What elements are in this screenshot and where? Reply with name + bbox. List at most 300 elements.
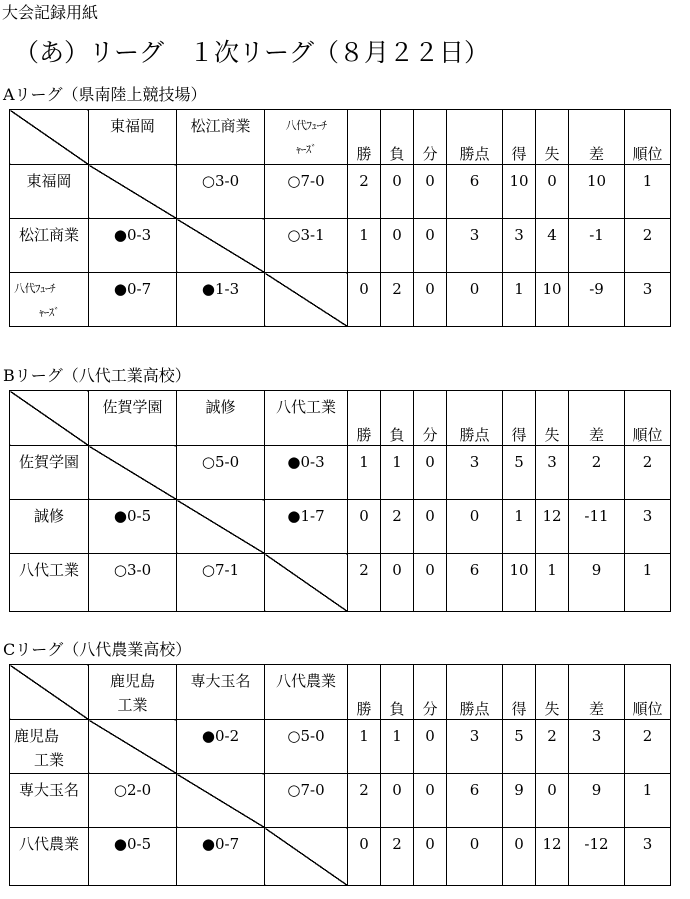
team-name-line2: ｬｰｽﾞ (38, 306, 60, 319)
match-result-cell (177, 720, 265, 774)
match-result-cell (89, 774, 177, 828)
stat-header-label: 順位 (632, 145, 663, 163)
stat-value: 2 (642, 727, 653, 745)
stat-cell (625, 219, 671, 273)
stat-value: -9 (589, 280, 604, 298)
stat-value: 0 (359, 280, 369, 298)
stat-value: 1 (359, 453, 369, 471)
match-result: ○3-0 (113, 561, 152, 579)
match-result: ○5-0 (201, 453, 240, 471)
stat-header-label: 得 (511, 700, 527, 718)
match-result: ●0-3 (113, 226, 152, 244)
stat-value: 0 (425, 507, 435, 525)
stat-header (381, 391, 414, 446)
row-team-label (10, 828, 89, 886)
stat-value: 0 (392, 172, 402, 190)
stat-cell (447, 219, 503, 273)
stat-value: 0 (469, 507, 480, 525)
stat-value: 6 (469, 781, 480, 799)
match-result (177, 219, 264, 223)
match-result (265, 273, 347, 277)
stat-value: 9 (591, 781, 602, 799)
stat-cell (447, 500, 503, 554)
stat-cell (625, 554, 671, 612)
stat-value: 10 (542, 280, 562, 298)
stat-value: 2 (359, 172, 369, 190)
stat-value: 3 (514, 226, 524, 244)
team-row (10, 720, 671, 774)
stat-value: 2 (392, 280, 402, 298)
stat-value: 9 (591, 561, 602, 579)
self-match-diagonal-cell (265, 554, 348, 612)
stat-value: 0 (425, 280, 435, 298)
match-result: ●0-5 (113, 507, 152, 525)
stat-cell (625, 828, 671, 886)
stat-cell (381, 500, 414, 554)
team-row (10, 165, 671, 219)
stat-value: 10 (586, 172, 607, 190)
match-result (265, 554, 347, 558)
stat-value: -1 (589, 226, 604, 244)
stat-cell (348, 774, 381, 828)
stat-value: 2 (392, 835, 402, 853)
match-result-cell (177, 554, 265, 612)
stat-cell (381, 273, 414, 327)
stat-value: 3 (547, 453, 557, 471)
self-match-diagonal-cell (89, 720, 177, 774)
row-team-label (10, 554, 89, 612)
row-team-label (10, 720, 89, 774)
stat-header (625, 110, 671, 165)
league-title: Bリーグ（八代工業高校） (3, 366, 191, 385)
stat-cell (447, 774, 503, 828)
stat-header (536, 391, 569, 446)
column-team-header (89, 391, 177, 446)
stat-value: 6 (469, 561, 480, 579)
stat-cell (569, 500, 625, 554)
league-table (9, 390, 671, 612)
stat-cell (381, 446, 414, 500)
match-result-cell (89, 554, 177, 612)
stat-cell (625, 720, 671, 774)
column-team-header (177, 110, 265, 165)
stat-value: 3 (591, 727, 602, 745)
stat-header-label: 勝 (356, 426, 372, 444)
stat-value: 5 (514, 453, 524, 471)
stat-cell (503, 720, 536, 774)
team-row (10, 446, 671, 500)
stat-cell (381, 828, 414, 886)
stat-value: 1 (392, 727, 402, 745)
team-row (10, 554, 671, 612)
team-name-line1: 鹿児島 (109, 672, 155, 690)
team-name-line1: 八代農業 (275, 672, 336, 690)
stat-value: 3 (642, 507, 653, 525)
match-result: ●0-7 (113, 280, 152, 298)
document-header: 大会記録用紙 (2, 3, 99, 22)
stat-cell (348, 500, 381, 554)
self-match-diagonal-cell (89, 446, 177, 500)
stat-header-label: 順位 (632, 700, 663, 718)
stat-value: 0 (425, 781, 435, 799)
stat-value: 6 (469, 172, 480, 190)
stat-cell (536, 720, 569, 774)
stat-header (447, 110, 503, 165)
stat-header-label: 分 (422, 426, 438, 444)
stat-header-label: 順位 (632, 426, 663, 444)
stat-cell (381, 554, 414, 612)
stat-header-label: 失 (544, 145, 560, 163)
stat-cell (569, 219, 625, 273)
match-result (177, 774, 264, 778)
stat-cell (414, 500, 447, 554)
column-team-header (265, 665, 348, 720)
team-row (10, 273, 671, 327)
stat-cell (569, 273, 625, 327)
stat-cell (447, 554, 503, 612)
stat-header-label: 勝点 (459, 426, 490, 444)
stat-cell (625, 774, 671, 828)
header-row (10, 391, 671, 446)
stat-cell (381, 219, 414, 273)
team-name-line2: 工業 (117, 696, 148, 714)
team-name-line1: 東福岡 (109, 117, 155, 135)
match-result-cell (177, 828, 265, 886)
match-result: ○7-1 (201, 561, 240, 579)
stat-cell (348, 273, 381, 327)
stat-value: -12 (584, 835, 609, 853)
stat-value: 3 (469, 226, 480, 244)
corner-diagonal-cell (10, 391, 89, 446)
stat-value: 0 (392, 226, 402, 244)
match-result-cell (177, 165, 265, 219)
stat-header (348, 391, 381, 446)
stat-value: 3 (469, 453, 480, 471)
stat-value: 0 (392, 781, 402, 799)
team-name-line1: 松江商業 (190, 117, 251, 135)
stat-value: 0 (469, 280, 480, 298)
stat-header-label: 差 (588, 145, 604, 163)
stat-value: 2 (642, 226, 653, 244)
team-row (10, 219, 671, 273)
stat-header-label: 得 (511, 145, 527, 163)
stat-header (381, 110, 414, 165)
match-result-cell (265, 219, 348, 273)
stat-value: 0 (425, 727, 435, 745)
stat-header-label: 得 (511, 426, 527, 444)
stat-value: 10 (509, 561, 529, 579)
team-name-line1: 佐賀学園 (18, 453, 79, 471)
match-result: ○3-0 (201, 172, 240, 190)
team-name-line1: 専大玉名 (18, 781, 79, 799)
stat-cell (536, 500, 569, 554)
stat-cell (569, 446, 625, 500)
stat-header (569, 665, 625, 720)
team-name-line1: 八代工業 (18, 561, 79, 579)
stat-cell (447, 446, 503, 500)
stat-cell (569, 720, 625, 774)
stat-cell (447, 165, 503, 219)
stat-header (536, 665, 569, 720)
stat-cell (414, 165, 447, 219)
stat-cell (569, 828, 625, 886)
stat-value: 3 (469, 727, 480, 745)
stat-cell (536, 273, 569, 327)
team-row (10, 828, 671, 886)
stat-value: 2 (359, 781, 369, 799)
stat-cell (503, 165, 536, 219)
match-result-cell (89, 219, 177, 273)
team-name-line1: 佐賀学園 (102, 398, 163, 416)
stat-cell (348, 165, 381, 219)
stat-cell (569, 774, 625, 828)
stat-header-label: 差 (588, 700, 604, 718)
match-result: ●1-7 (287, 507, 325, 525)
match-result-cell (89, 273, 177, 327)
match-result (265, 828, 347, 832)
stat-value: 0 (425, 226, 435, 244)
stat-cell (348, 828, 381, 886)
stat-cell (447, 720, 503, 774)
stat-header (503, 391, 536, 446)
stat-cell (414, 219, 447, 273)
stat-header (569, 391, 625, 446)
stat-header (536, 110, 569, 165)
stat-value: 0 (425, 172, 435, 190)
stat-value: 0 (425, 561, 435, 579)
stat-value: 2 (591, 453, 602, 471)
stat-value: 2 (547, 727, 557, 745)
team-name-line1: 松江商業 (18, 226, 79, 244)
self-match-diagonal-cell (265, 828, 348, 886)
stat-header (414, 391, 447, 446)
stat-cell (348, 219, 381, 273)
stat-value: 3 (642, 835, 653, 853)
row-team-label (10, 446, 89, 500)
stat-value: 0 (359, 507, 369, 525)
stat-header (381, 665, 414, 720)
stat-header-label: 勝 (356, 700, 372, 718)
team-name-line1: 誠修 (33, 507, 64, 525)
stat-value: 2 (359, 561, 369, 579)
stat-header (447, 665, 503, 720)
stat-cell (536, 774, 569, 828)
stat-header (414, 665, 447, 720)
match-result-cell (177, 273, 265, 327)
match-result (89, 720, 176, 724)
column-team-header (177, 391, 265, 446)
match-result: ●1-3 (201, 280, 240, 298)
stat-header-label: 分 (422, 700, 438, 718)
stat-value: 0 (392, 561, 402, 579)
match-result-cell (265, 165, 348, 219)
match-result: ○7-0 (287, 781, 325, 799)
self-match-diagonal-cell (265, 273, 348, 327)
match-result: ●0-7 (201, 835, 240, 853)
row-team-label (10, 273, 89, 327)
stat-value: 2 (392, 507, 402, 525)
team-name-line1: 専大玉名 (190, 672, 251, 690)
stat-header (348, 665, 381, 720)
league-table (9, 109, 671, 327)
stat-header (625, 391, 671, 446)
stat-header (447, 391, 503, 446)
stat-cell (625, 446, 671, 500)
stat-header (503, 665, 536, 720)
team-row (10, 774, 671, 828)
corner-diagonal-cell (10, 665, 89, 720)
match-result-cell (265, 500, 348, 554)
stat-value: 3 (642, 280, 653, 298)
stat-cell (414, 828, 447, 886)
stat-value: 10 (509, 172, 529, 190)
stat-header-label: 負 (389, 145, 405, 163)
stat-header-label: 勝 (356, 145, 372, 163)
team-name-line1: 誠修 (205, 398, 236, 416)
match-result: ●0-3 (287, 453, 325, 471)
match-result: ○5-0 (287, 727, 325, 745)
stat-value: 1 (392, 453, 402, 471)
league-title: Aリーグ（県南陸上競技場） (3, 85, 207, 104)
stat-header-label: 勝点 (459, 700, 490, 718)
stat-value: 1 (359, 727, 369, 745)
team-name-line1: 八代工業 (275, 398, 336, 416)
stat-value: 0 (547, 172, 557, 190)
stat-value: 1 (642, 781, 653, 799)
stat-cell (569, 165, 625, 219)
stat-header-label: 勝点 (459, 145, 490, 163)
column-team-header (89, 665, 177, 720)
stat-cell (625, 500, 671, 554)
stat-value: 0 (469, 835, 480, 853)
self-match-diagonal-cell (177, 774, 265, 828)
stat-header-label: 失 (544, 700, 560, 718)
stat-cell (381, 165, 414, 219)
header-row (10, 665, 671, 720)
match-result: ○3-1 (287, 226, 325, 244)
stat-cell (503, 273, 536, 327)
match-result-cell (265, 774, 348, 828)
stat-value: 1 (514, 507, 524, 525)
column-team-header (89, 110, 177, 165)
self-match-diagonal-cell (177, 500, 265, 554)
document-title: （あ）リーグ １次リーグ（８月２２日） (14, 38, 490, 67)
row-team-label (10, 165, 89, 219)
stat-cell (503, 774, 536, 828)
match-result-cell (89, 500, 177, 554)
stat-cell (536, 554, 569, 612)
league-title: Cリーグ（八代農業高校） (3, 640, 192, 659)
team-name-line1: 八代ﾌｭｰﾁ (14, 282, 55, 295)
stat-value: 1 (514, 280, 524, 298)
stat-value: 2 (642, 453, 653, 471)
stat-cell (414, 273, 447, 327)
team-name-line1: 東福岡 (26, 172, 72, 190)
stat-value: 0 (514, 835, 524, 853)
column-team-header (265, 110, 348, 165)
stat-header (348, 110, 381, 165)
stat-value: 12 (542, 507, 562, 525)
stat-cell (381, 720, 414, 774)
stat-header-label: 失 (544, 426, 560, 444)
stat-value: 1 (359, 226, 369, 244)
stat-header (414, 110, 447, 165)
self-match-diagonal-cell (177, 219, 265, 273)
stat-cell (414, 774, 447, 828)
team-row (10, 500, 671, 554)
stat-cell (447, 273, 503, 327)
stat-header-label: 負 (389, 700, 405, 718)
stat-value: 0 (359, 835, 369, 853)
row-team-label (10, 774, 89, 828)
column-team-header (177, 665, 265, 720)
stat-cell (503, 554, 536, 612)
stat-value: 0 (425, 453, 435, 471)
stat-cell (503, 828, 536, 886)
stat-header (503, 110, 536, 165)
stat-header (625, 665, 671, 720)
self-match-diagonal-cell (89, 165, 177, 219)
stat-cell (569, 554, 625, 612)
stat-cell (414, 720, 447, 774)
stat-value: 0 (547, 781, 557, 799)
stat-value: 1 (642, 561, 653, 579)
match-result: ●0-2 (201, 727, 240, 745)
stat-cell (536, 446, 569, 500)
stat-value: 4 (547, 226, 557, 244)
stat-cell (503, 500, 536, 554)
stat-cell (414, 446, 447, 500)
stat-cell (348, 554, 381, 612)
match-result-cell (265, 446, 348, 500)
match-result: ●0-5 (113, 835, 152, 853)
stat-header-label: 差 (588, 426, 604, 444)
stat-cell (536, 828, 569, 886)
stat-cell (503, 446, 536, 500)
stat-value: 5 (514, 727, 524, 745)
team-name-line2: ｬｰｽﾞ (295, 143, 317, 156)
team-name-line2: 工業 (33, 751, 64, 769)
team-name-line1: 八代ﾌｭｰﾁ (285, 119, 327, 132)
team-name-line1: 八代農業 (18, 835, 79, 853)
match-result (89, 446, 176, 450)
league-table (9, 664, 671, 886)
stat-cell (625, 165, 671, 219)
match-result-cell (265, 720, 348, 774)
stat-value: 9 (514, 781, 524, 799)
row-team-label (10, 219, 89, 273)
stat-value: 1 (642, 172, 653, 190)
stat-value: 0 (425, 835, 435, 853)
corner-diagonal-cell (10, 110, 89, 165)
stat-value: -11 (584, 507, 609, 525)
header-row (10, 110, 671, 165)
column-team-header (265, 391, 348, 446)
stat-value: 1 (547, 561, 557, 579)
stat-header-label: 分 (422, 145, 438, 163)
match-result-cell (89, 828, 177, 886)
match-result: ○7-0 (287, 172, 325, 190)
stat-cell (625, 273, 671, 327)
stat-header (569, 110, 625, 165)
row-team-label (10, 500, 89, 554)
stat-cell (381, 774, 414, 828)
match-result (177, 500, 264, 504)
stat-cell (414, 554, 447, 612)
match-result-cell (177, 446, 265, 500)
stat-cell (447, 828, 503, 886)
stat-cell (536, 165, 569, 219)
